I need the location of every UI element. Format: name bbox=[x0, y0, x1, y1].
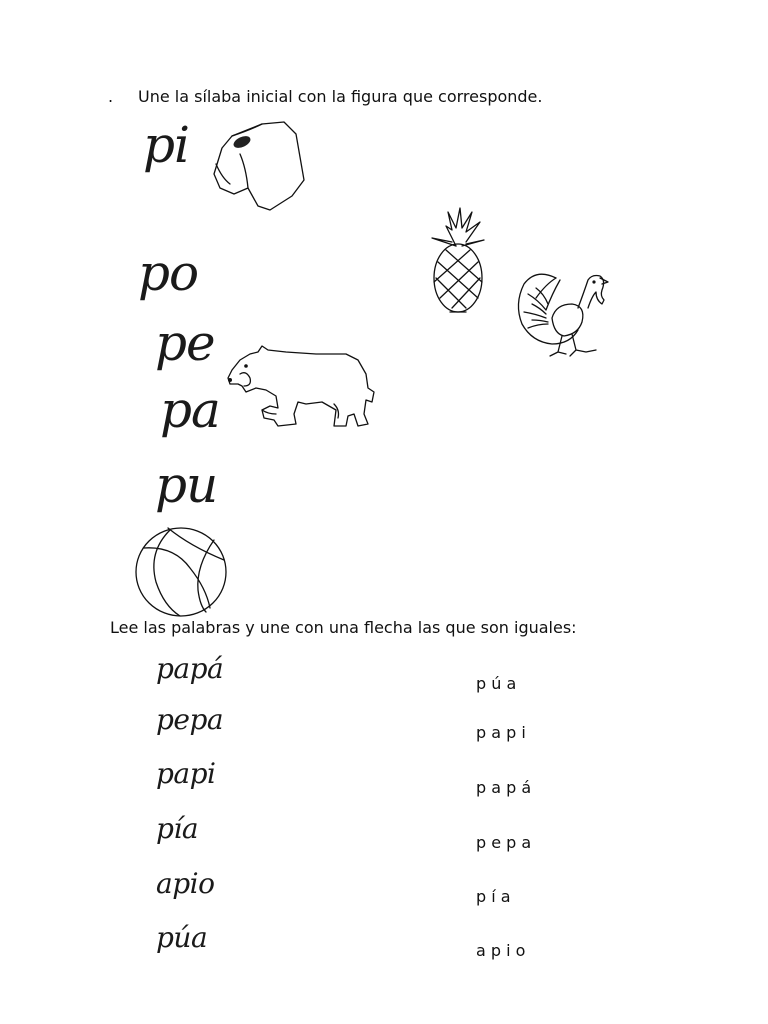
exercise1-instruction: Une la sílaba inicial con la figura que corresponde. bbox=[138, 87, 543, 106]
print-word-pepa: p e p a bbox=[476, 833, 532, 852]
print-word-pua: p ú a bbox=[476, 674, 517, 693]
turkey-icon bbox=[516, 264, 610, 360]
pineapple-icon bbox=[426, 206, 488, 316]
bear-icon bbox=[226, 344, 376, 432]
ball-icon bbox=[134, 526, 230, 618]
syllable-pa: pa bbox=[160, 381, 220, 439]
cursive-word-pepa: pepa bbox=[156, 703, 224, 736]
syllable-po: po bbox=[138, 244, 199, 302]
print-word-papi: p a p i bbox=[476, 723, 526, 742]
syllable-pu: pu bbox=[155, 456, 218, 514]
print-word-pia: p í a bbox=[476, 887, 511, 906]
exercise2-instruction: Lee las palabras y une con una flecha las que son iguales: bbox=[110, 618, 577, 637]
shirt-icon bbox=[210, 118, 310, 213]
print-word-papa: p a p á bbox=[476, 778, 532, 797]
syllable-pi: pi bbox=[143, 116, 189, 174]
cursive-word-pua: púa bbox=[156, 921, 208, 954]
print-word-apio: a p i o bbox=[476, 941, 526, 960]
cursive-word-apio: apio bbox=[156, 867, 215, 900]
cursive-word-papa: papá bbox=[156, 652, 224, 685]
cursive-word-papi: papi bbox=[156, 757, 216, 790]
cursive-word-pia: pía bbox=[156, 812, 199, 845]
syllable-pe: pe bbox=[155, 314, 215, 372]
bullet-marker: . bbox=[108, 87, 114, 106]
